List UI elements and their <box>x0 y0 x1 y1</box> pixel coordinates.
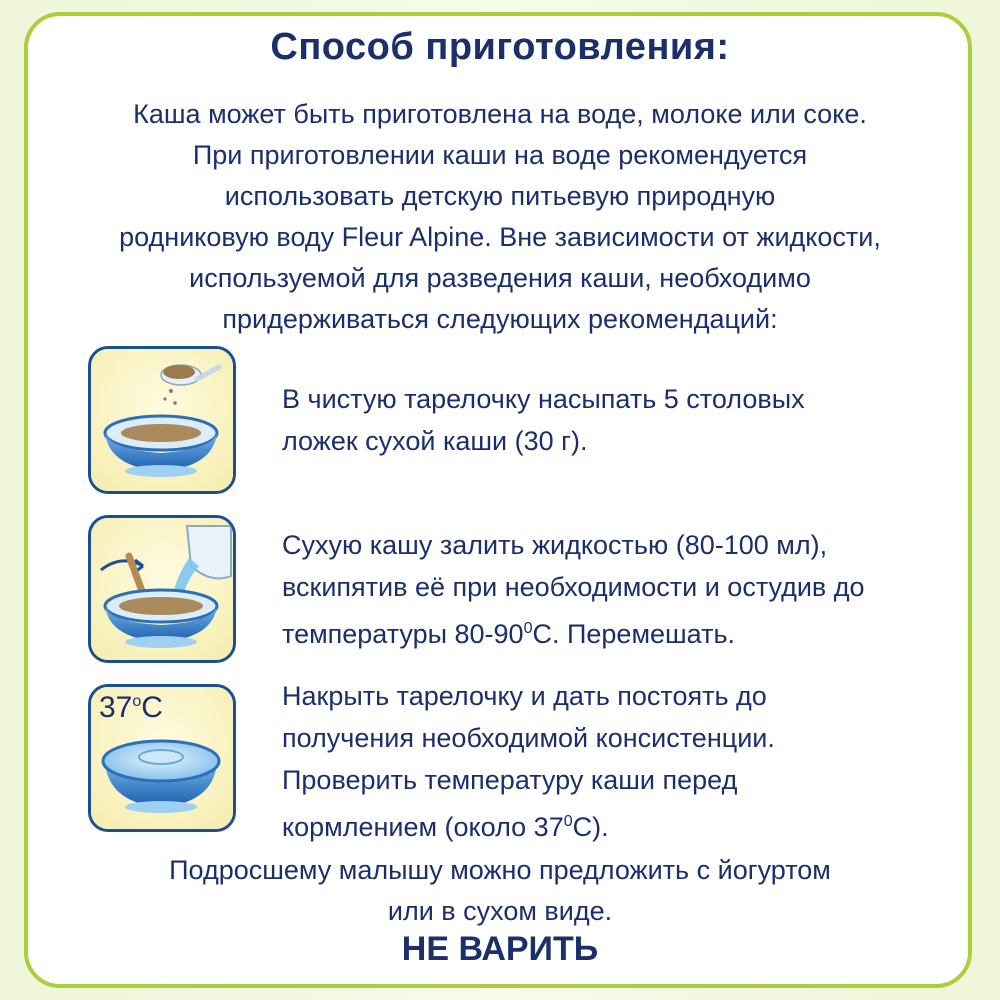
outro-paragraph <box>0 850 1000 932</box>
temperature-unit: C <box>141 691 163 724</box>
step-line-text: С). <box>572 812 609 842</box>
step-line-text: С. Перемешать. <box>532 619 736 649</box>
step-line: получения необходимой консистенции. <box>282 723 775 753</box>
intro-line: использовать детскую питьевую природную <box>224 181 776 211</box>
intro-line: При приготовлении каши на воде рекомендуется <box>192 140 808 170</box>
covered-bowl-icon <box>88 684 236 832</box>
step-1-text <box>282 378 972 462</box>
bowl-with-spoon-icon <box>88 346 236 494</box>
degree-sup: 0 <box>563 813 573 830</box>
step-line <box>282 801 972 848</box>
outro-line: Подросшему малышу можно предложить с йогуртом <box>169 855 831 885</box>
step-line: Проверить температуру каши перед <box>282 765 738 795</box>
step-line: Накрыть тарелочку и дать постоять до <box>282 681 767 711</box>
step-line <box>282 608 972 655</box>
step-line: ложек сухой каши (30 г). <box>282 426 588 456</box>
page-title: Способ приготовления: <box>270 26 730 68</box>
intro-paragraph <box>40 94 960 340</box>
pour-and-stir-icon <box>88 515 236 663</box>
step-line-text: температуры 80-90 <box>282 619 524 649</box>
step-line: Сухую кашу залить жидкостью (80-100 мл), <box>282 530 828 560</box>
step-line-text: кормлением (около 37 <box>282 812 564 842</box>
outro-line: или в сухом виде. <box>387 896 613 926</box>
degree-sup: 0 <box>523 620 533 637</box>
step-line: В чистую тарелочку насыпать 5 столовых <box>282 384 805 414</box>
warning-text: НЕ ВАРИТЬ <box>401 930 599 968</box>
step-2-text <box>282 524 972 655</box>
step-3-text <box>282 675 972 848</box>
temperature-label <box>99 691 163 725</box>
temperature-value: 37 <box>99 691 133 724</box>
intro-line: родниковую воду Fleur Alpine. Вне зависимости от жидкости, <box>119 222 881 252</box>
step-line: вскипятив её при необходимости и остудив до <box>282 572 865 602</box>
intro-line: Каша может быть приготовлена на воде, молоке или соке. <box>133 99 867 129</box>
intro-line: придерживаться следующих рекомендаций: <box>222 304 778 334</box>
degree-sup: o <box>132 693 142 710</box>
intro-line: используемой для разведения каши, необходимо <box>189 263 811 293</box>
